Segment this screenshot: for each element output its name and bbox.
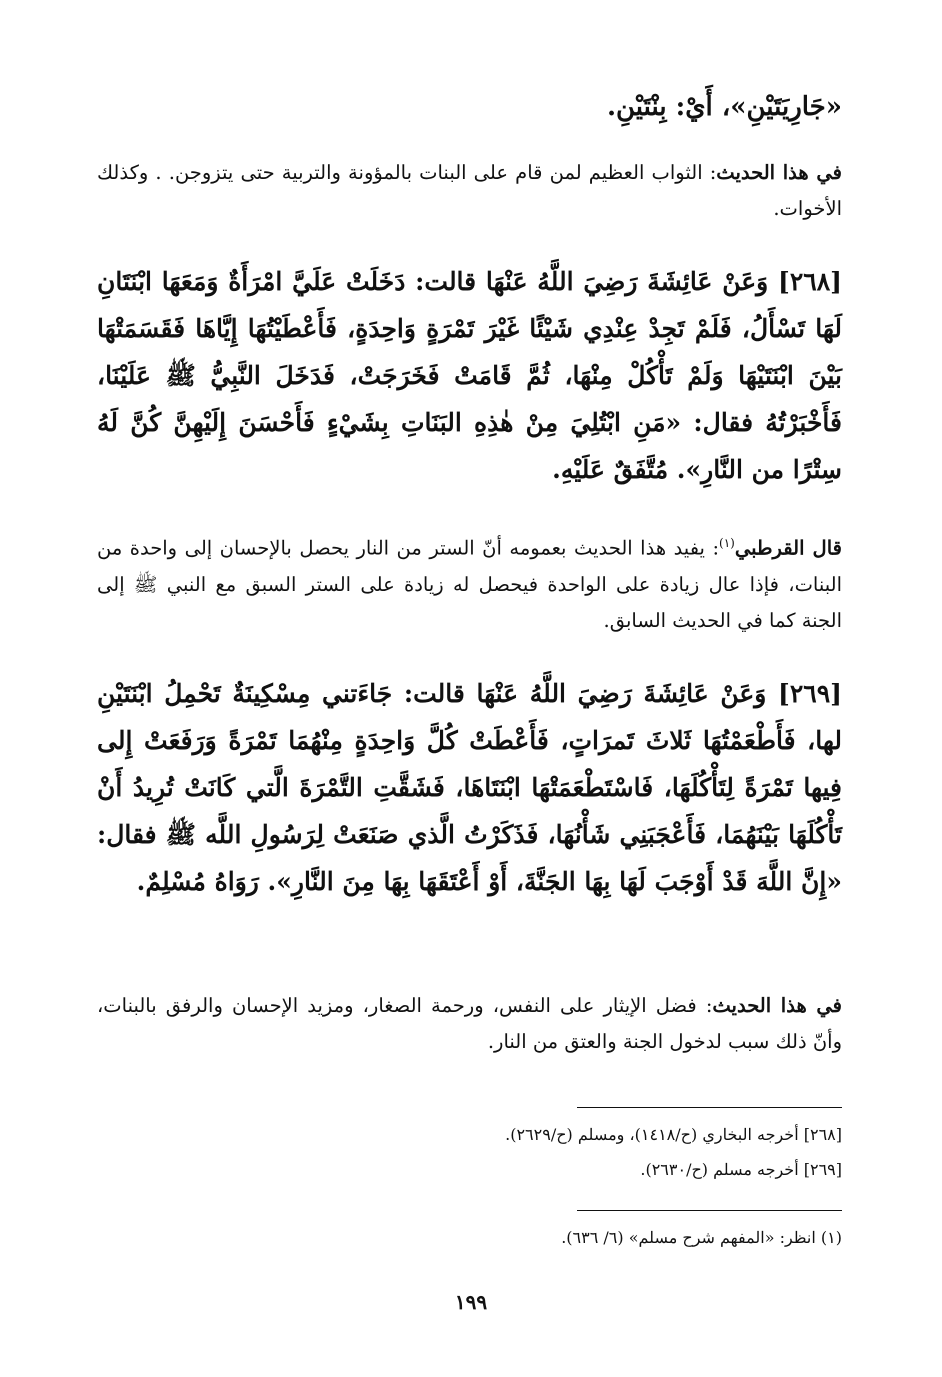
commentary-1: [97, 155, 842, 227]
page-number: ١٩٩: [454, 1290, 488, 1314]
source-line: [٢٦٨] أخرجه البخاري (ح/١٤١٨)، ومسلم (ح/٢٦٢٩).: [505, 1125, 842, 1144]
commentary-1-text: : الثواب العظيم لمن قام على البنات بالمؤونة والتربية حتى يتزوجن. . وكذلك الأخوات.: [97, 161, 842, 220]
source-line: [٢٦٩] أخرجه مسلم (ح/٢٦٣٠).: [640, 1160, 842, 1179]
commentary-3-label: في هذا الحديث: [712, 994, 842, 1017]
footnote-marker: (١): [719, 536, 735, 550]
commentary-2: [97, 525, 842, 639]
hadith-269: [٢٦٩] وَعَنْ عَائِشَةَ رَضِيَ اللَّهُ عَنْهَا قالت: جَاءَتني مِسْكِينَةٌ تَحْمِلُ ابْنَتَيْنِ لها، فَأَطْعَمْتُهَا ثَلاثَ تَمرَاتٍ، فَأَعْطَتْ كُلَّ وَاحِدَةٍ مِنْهُمَا تَمْرَةً وَرَفَعَتْ إِلى فِيها تَمْرَةً لِتَأْكُلَهَا، فَاسْتَطْعَمَتْهَا ابْنَتَاهَا، فَشَقَّتِ التَّمْرَةَ الَّتي كَانَتْ تُرِيدُ أَنْ تَأْكُلَهَا بَيْنَهُمَا، فَأَعْجَبَنِي شَأْنُهَا، فَذَكَرْتُ الَّذي صَنَعَتْ لِرَسُولِ اللَّه ﷺ فقال: «إِنَّ اللَّهَ قَدْ أَوْجَبَ لَهَا بِهَا الجَنَّةَ، أَوْ أَعْتَقَهَا بِهَا مِنَ النَّارِ». رَوَاهُ مُسْلِمٌ.: [97, 679, 842, 896]
sources-divider: [577, 1107, 842, 1108]
hadith-268: [٢٦٨] وَعَنْ عَائِشَةَ رَضِيَ اللَّهُ عَنْهَا قالت: دَخَلَتْ عَلَيَّ امْرَأَةٌ وَمَعَهَا ابْنَتَانِ لَهَا تَسْأَلُ، فَلَمْ تَجِدْ عِنْدِي شَيْئًا غَيْرَ تَمْرَةٍ وَاحِدَةٍ، فَأَعْطَيْتُهَا إِيَّاهَا فَقَسَمَتْهَا بَيْنَ ابْنَتَيْهَا وَلَمْ تَأْكُلْ مِنْهَا، ثُمَّ قَامَتْ فَخَرَجَتْ، فَدَخَلَ النَّبِيُّ ﷺ عَلَيْنَا، فَأَخْبَرْتُهُ فقال: «مَنِ ابْتُلِيَ مِنْ هٰذِهِ البَنَاتِ بِشَيْءٍ فَأَحْسَنَ إِلَيْهِنَّ كُنَّ لَهُ سِتْرًا من النَّارِ». مُتَّفَقٌ عَلَيْهِ.: [97, 267, 842, 484]
commentary-1-label: في هذا الحديث: [716, 161, 842, 184]
commentary-2-text: : يفيد هذا الحديث بعمومه أنّ الستر من النار يحصل بالإحسان إلى واحدة من البنات، فإذا عال زيادة على الواحدة فيحصل له زيادة على الستر السبق مع النبي ﷺ إلى الجنة كما في الحديث السابق.: [97, 536, 842, 632]
commentary-3: [97, 988, 842, 1060]
commentary-2-label: قال القرطبي: [734, 536, 842, 560]
word-explanation: «جَارِيَتَيْنِ»، أَيْ: بِنْتَيْنِ.: [606, 92, 842, 122]
footnotes-divider: [577, 1210, 842, 1211]
footnote-line: (١) انظر: «المفهم شرح مسلم» (٦/ ٦٣٦).: [561, 1228, 842, 1247]
commentary-3-text: : فضل الإيثار على النفس، ورحمة الصغار، ومزيد الإحسان والرفق بالبنات، وأنّ ذلك سبب لدخول الجنة والعتق من النار.: [97, 994, 842, 1053]
